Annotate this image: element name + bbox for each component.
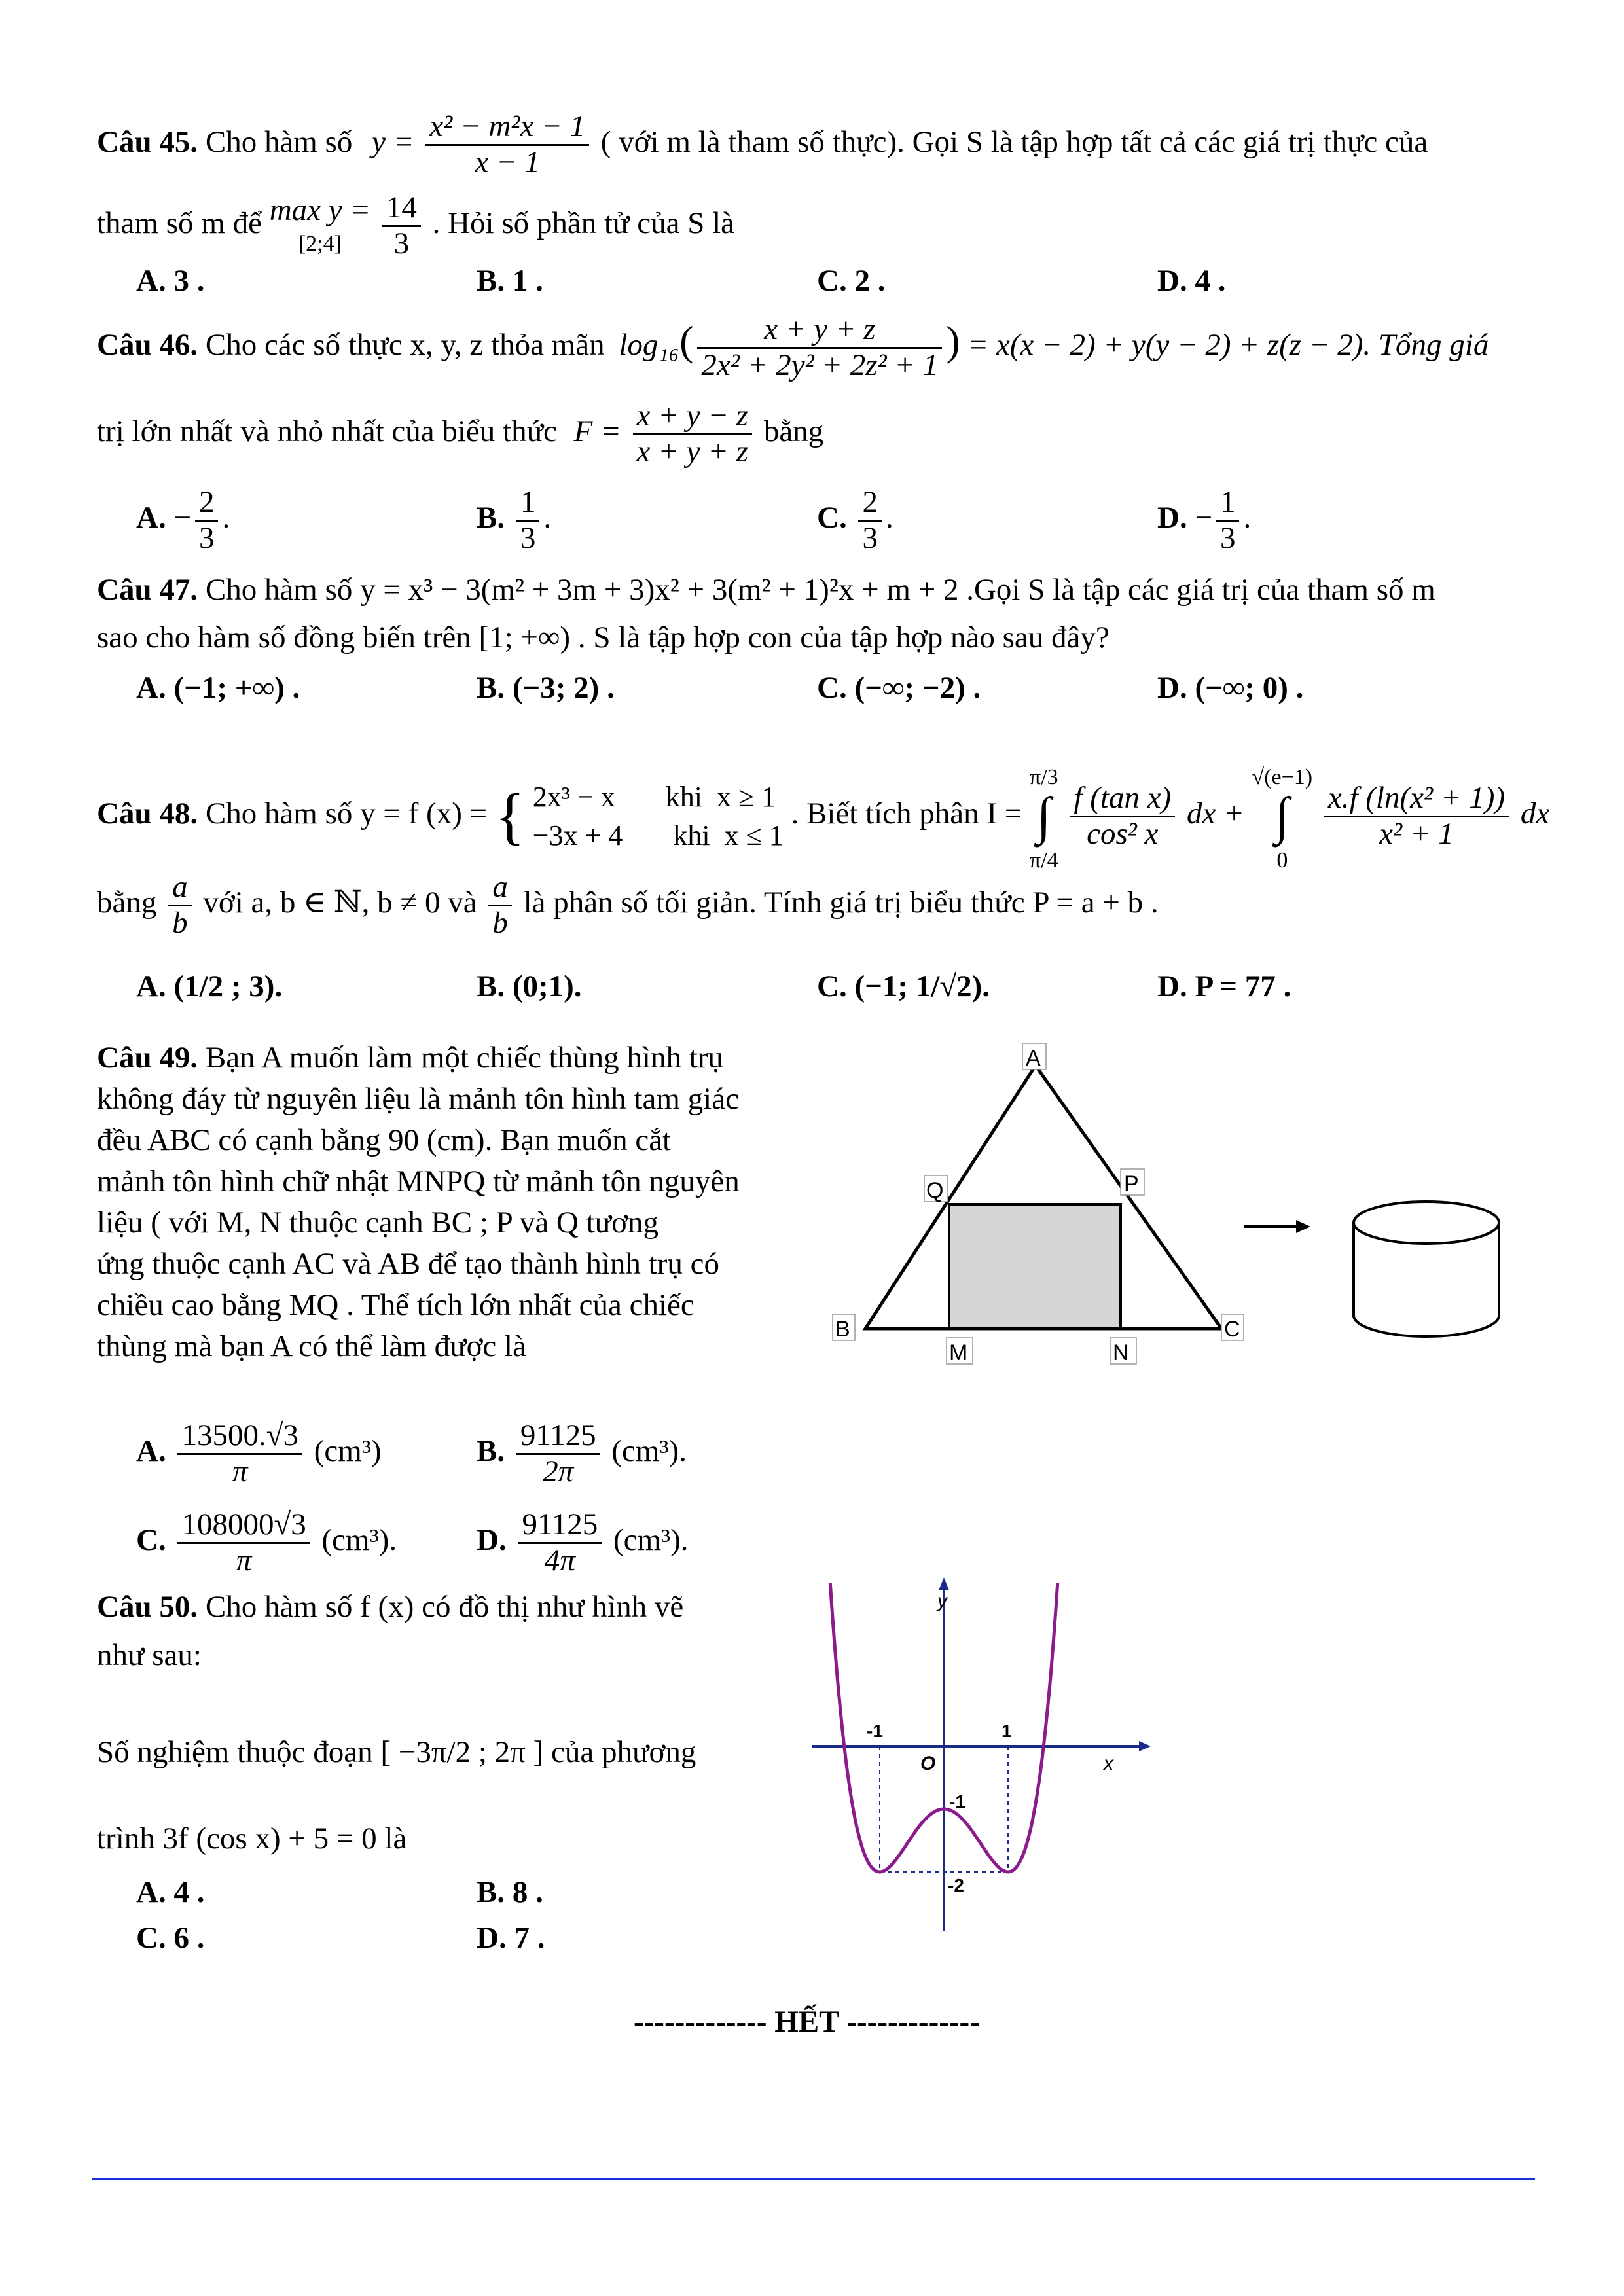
q49-choice-d: D. $\frac{91125}{4\pi}$ (cm³). xyxy=(477,1507,689,1577)
end-marker: ------------- HẾT ------------- xyxy=(634,2005,980,2039)
q46-line1: Câu 46. Cho các số thực x, y, z thỏa mãn log₁₆( $\frac{x + y + z}{\text{2x² + 2y² + 2z² + 1}}$ ) = x(x − 2) + y(y − 2) + z(z − 2). Tổng giá xyxy=(97,312,1489,382)
q46-choice-c: C. $\frac{2}{3}$ . xyxy=(817,485,893,555)
q48-choice-c: C. (−1; 1/√2). xyxy=(817,969,990,1003)
y-axis-arrow-icon xyxy=(939,1577,949,1590)
q45-line2: tham số m để max y = [2;4] $\frac{14}{3}$ . Hỏi số phần tử của S là xyxy=(97,190,735,260)
bottom-rule xyxy=(92,2178,1535,2180)
q49-line5: liệu ( với M, N thuộc cạnh BC ; P và Q tương xyxy=(97,1206,659,1240)
q47-choice-d: D. (−∞; 0) . xyxy=(1157,671,1304,705)
q48-label: Câu 48. xyxy=(97,796,198,831)
arrow-head-icon xyxy=(1296,1220,1310,1233)
q50-choice-d: D. 7 . xyxy=(477,1921,545,1955)
q48-cases: 2x³ − x khi x ≥ 1 −3x + 4 khi x ≤ 1 xyxy=(532,780,784,852)
q49-line4: mảnh tôn hình chữ nhật MNPQ từ mảnh tôn nguyên xyxy=(97,1164,740,1198)
q45-label: Câu 45. xyxy=(97,124,198,159)
tick-y-neg1: -1 xyxy=(949,1791,965,1812)
q50-interval: [ −3π/2 ; 2π ] xyxy=(380,1735,544,1769)
q46-choice-b: B. $\frac{1}{3}$ . xyxy=(477,485,552,555)
q48-line2: bằng $\frac{a}{b}$ với a, b ∈ ℕ, b ≠ 0 và $\frac{a}{b}$ là phân số tối giản. Tính giá trị biểu thức P = a + b . xyxy=(97,870,1159,940)
tick-y-neg2: -2 xyxy=(948,1875,964,1895)
q45-line1: Câu 45. Cho hàm số y = $\frac{\text{x² − m²x − 1}}{x - 1}$ ( với m là tham số thực). Gọi S là tập hợp tất cả các giá trị thực của xyxy=(97,109,1428,179)
x-axis-arrow-icon xyxy=(1139,1741,1151,1751)
q49-line7: chiều cao bằng MQ . Thể tích lớn nhất của chiếc xyxy=(97,1288,695,1322)
q50-line3: Số nghiệm thuộc đoạn [ −3π/2 ; 2π ] của phương xyxy=(97,1735,696,1769)
y-label: y xyxy=(937,1590,947,1612)
q50-line4: trình 3f (cos x) + 5 = 0 là xyxy=(97,1821,407,1856)
q49-figure xyxy=(825,1041,1578,1381)
q48-line1: Câu 48. Cho hàm số y = f (x) = { 2x³ − x khi x ≥ 1 −3x + 4 khi x ≤ 1 . Biết tích phân I = π/3 ∫ π/4 $\frac{\text{f (tan x)}}{\text{cos² x}}$ dx + √(e−1) ∫ 0 $\frac{\text{x.f (ln(x² + 1))}}{\text{x² + 1}}$ dx xyxy=(97,759,1549,873)
q49-choice-a: A. $\frac{13500.√3}{\pi}$ (cm³) xyxy=(136,1418,382,1488)
q45-choice-a: A. 3 . xyxy=(136,264,205,298)
label-q: Q xyxy=(926,1178,944,1203)
q48-choice-a: A. (1/2 ; 3). xyxy=(136,969,283,1003)
q47-choice-a: A. (−1; +∞) . xyxy=(136,671,300,705)
q47-line1: Câu 47. Cho hàm số y = x³ − 3(m² + 3m + 3)x² + 3(m² + 1)²x + m + 2 .Gọi S là tập các giá trị của tham số m xyxy=(97,573,1435,607)
q46-label: Câu 46. xyxy=(97,327,198,362)
q50-choice-b: B. 8 . xyxy=(477,1875,543,1909)
q49-line6: ứng thuộc cạnh AC và AB để tạo thành hình trụ có xyxy=(97,1247,719,1281)
q45-choice-d: D. 4 . xyxy=(1157,264,1226,298)
q50-label: Câu 50. xyxy=(97,1590,198,1624)
label-c: C xyxy=(1224,1317,1240,1342)
q47-choice-b: B. (−3; 2) . xyxy=(477,671,615,705)
q47-line2: sao cho hàm số đồng biến trên [1; +∞) . S là tập hợp con của tập hợp nào sau đây? xyxy=(97,620,1110,655)
q50-line1: Câu 50. Cho hàm số f (x) có đồ thị như hình vẽ xyxy=(97,1590,684,1624)
q48-integral1: π/3 ∫ π/4 xyxy=(1030,765,1058,872)
q45-fraction: $\frac{\text{x² − m²x − 1}}{x - 1}$ xyxy=(425,110,589,179)
q46-choice-a: A. − $\frac{2}{3}$ . xyxy=(136,485,230,555)
q46-choice-d: D. − $\frac{1}{3}$ . xyxy=(1157,485,1252,555)
q50-choice-c: C. 6 . xyxy=(136,1921,205,1955)
q49-line2: không đáy từ nguyên liệu là mảnh tôn hình tam giác xyxy=(97,1082,739,1116)
x-label: x xyxy=(1104,1753,1113,1774)
label-n: N xyxy=(1113,1340,1129,1365)
q49-line1: Câu 49. Bạn A muốn làm một chiếc thùng hình trụ xyxy=(97,1041,723,1075)
q50-line2: như sau: xyxy=(97,1638,202,1672)
label-m: M xyxy=(949,1340,968,1365)
q48-choice-d: D. P = 77 . xyxy=(1157,969,1291,1003)
tick-x-neg1: -1 xyxy=(867,1721,883,1741)
q50-graph xyxy=(799,1571,1152,1937)
q49-choice-b: B. $\frac{91125}{2\pi}$ (cm³). xyxy=(477,1418,687,1488)
label-a: A xyxy=(1026,1046,1041,1071)
q45-choice-c: C. 2 . xyxy=(817,264,886,298)
q46-line2: trị lớn nhất và nhỏ nhất của biểu thức F = $\frac{x + y - z}{x + y + z}$ bằng xyxy=(97,399,824,469)
q48-choice-b: B. (0;1). xyxy=(477,969,582,1003)
origin-label: O xyxy=(920,1753,936,1774)
q47-label: Câu 47. xyxy=(97,573,198,607)
q49-line3: đều ABC có cạnh bằng 90 (cm). Bạn muốn cắt xyxy=(97,1123,672,1157)
cylinder-icon xyxy=(1354,1202,1499,1244)
q45-choice-b: B. 1 . xyxy=(477,264,543,298)
tick-x-1: 1 xyxy=(1001,1721,1012,1741)
label-b: B xyxy=(835,1317,850,1342)
q49-line8: thùng mà bạn A có thể làm được là xyxy=(97,1329,526,1363)
q47-choice-c: C. (−∞; −2) . xyxy=(817,671,981,705)
label-p: P xyxy=(1124,1172,1139,1196)
rectangle-mnpq xyxy=(949,1204,1121,1329)
q50-choice-a: A. 4 . xyxy=(136,1875,205,1909)
q48-integral2: √(e−1) ∫ 0 xyxy=(1252,765,1313,872)
q49-choice-c: C. $\frac{108000√3}{\pi}$ (cm³). xyxy=(136,1507,397,1577)
q49-label: Câu 49. xyxy=(97,1041,198,1075)
